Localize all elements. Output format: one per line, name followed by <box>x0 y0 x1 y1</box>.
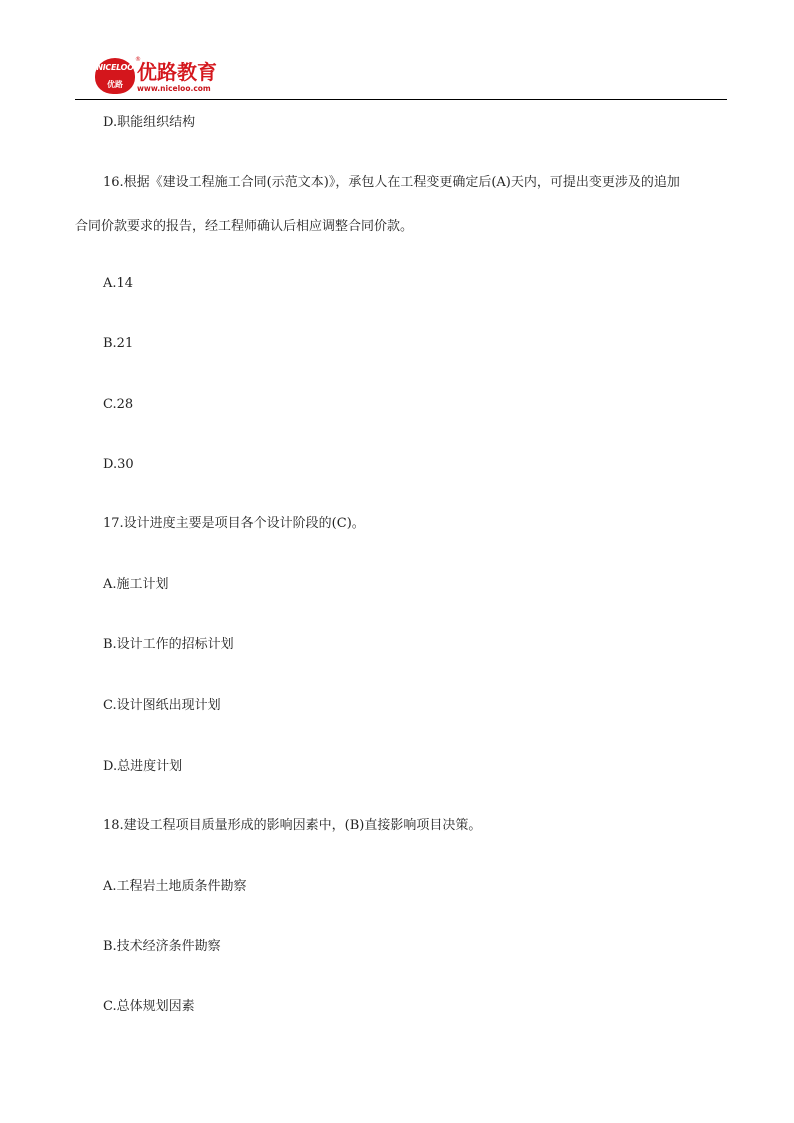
question-16-line-2: 合同价款要求的报告，经工程师确认后相应调整合同价款。 <box>75 219 414 234</box>
option-c-q16: C.28 <box>103 397 134 412</box>
option-c-q17: C.设计图纸出现计划 <box>103 698 221 713</box>
logo-badge-top: NICELOO <box>96 63 134 72</box>
option-b-q18: B.技术经济条件勘察 <box>103 939 221 954</box>
page-header <box>75 56 727 100</box>
logo-registered-mark: ® <box>135 56 141 63</box>
question-18: 18.建设工程项目质量形成的影响因素中，(B)直接影响项目决策。 <box>103 818 482 833</box>
question-16-line-1: 16.根据《建设工程施工合同(示范文本)》，承包人在工程变更确定后(A)天内，可提出变更涉及的追加 <box>103 175 680 190</box>
option-b-q16: B.21 <box>103 336 134 351</box>
option-d-q16: D.30 <box>103 457 134 472</box>
header-divider <box>75 99 727 100</box>
question-17: 17.设计进度主要是项目各个设计阶段的(C)。 <box>103 516 365 531</box>
option-b-q17: B.设计工作的招标计划 <box>103 637 234 652</box>
option-c-q18: C.总体规划因素 <box>103 999 195 1014</box>
option-a-q17: A.施工计划 <box>103 577 169 592</box>
niceloo-logo-icon <box>95 58 135 94</box>
logo-brand-name: 优路教育 <box>137 60 217 84</box>
option-a-q18: A.工程岩土地质条件勘察 <box>103 879 247 894</box>
option-d-q15: D.职能组织结构 <box>103 115 196 130</box>
option-a-q16: A.14 <box>103 276 134 291</box>
logo-url: www.niceloo.com <box>137 84 211 93</box>
logo-badge-bottom: 优路 <box>107 80 123 89</box>
option-d-q17: D.总进度计划 <box>103 759 183 774</box>
